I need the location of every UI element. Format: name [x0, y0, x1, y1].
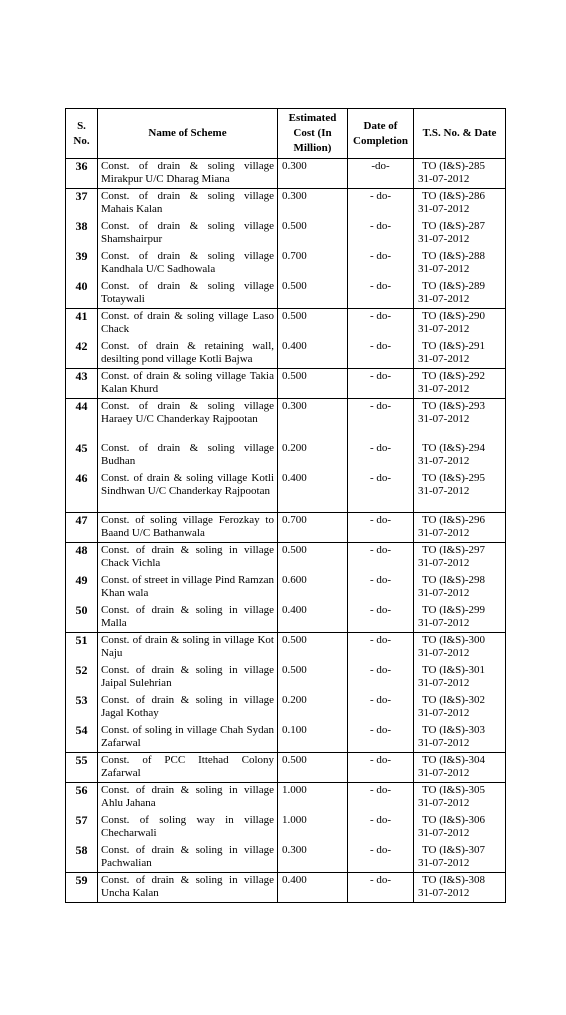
completion-date-cell: - do-: [348, 723, 414, 753]
ts-date: 31-07-2012: [418, 352, 470, 365]
ts-number-cell: [414, 441, 506, 471]
ts-date: 31-07-2012: [418, 736, 470, 749]
ts-number: TO (I&S)-307: [422, 843, 486, 856]
ts-number-cell: [414, 633, 506, 663]
ts-date: 31-07-2012: [418, 203, 470, 215]
ts-number: TO (I&S)-297: [422, 544, 486, 556]
table-row: [66, 369, 506, 399]
scheme-name-cell: Const. of soling in village Chah Sydan Zafarwal: [98, 723, 278, 753]
table-row: [66, 873, 506, 903]
header-row: [66, 109, 506, 159]
completion-date-cell: - do-: [348, 249, 414, 279]
serial-number-cell: 50: [66, 603, 98, 633]
serial-number-cell: 47: [66, 513, 98, 543]
table-body: [66, 159, 506, 903]
ts-number: TO (I&S)-285: [422, 160, 486, 172]
serial-number-cell: 56: [66, 783, 98, 813]
estimated-cost-cell: 0.100: [278, 723, 348, 753]
ts-number: TO (I&S)-294: [422, 441, 486, 454]
serial-number-cell: 39: [66, 249, 98, 279]
table-row: [66, 513, 506, 543]
ts-number: TO (I&S)-296: [422, 514, 486, 526]
estimated-cost-cell: 0.600: [278, 573, 348, 603]
completion-date-cell: - do-: [348, 843, 414, 873]
ts-number-cell: [414, 399, 506, 441]
completion-date-cell: - do-: [348, 279, 414, 309]
scheme-name-cell: Const. of drain & soling in village Pachwalian: [98, 843, 278, 873]
estimated-cost-cell: 0.300: [278, 159, 348, 189]
estimated-cost-cell: 0.200: [278, 441, 348, 471]
ts-number: TO (I&S)-304: [422, 754, 486, 766]
ts-number-cell: [414, 693, 506, 723]
completion-date-cell: - do-: [348, 339, 414, 369]
estimated-cost-cell: 0.400: [278, 873, 348, 903]
ts-number: TO (I&S)-290: [422, 310, 486, 322]
completion-date-cell: - do-: [348, 873, 414, 903]
completion-date-cell: - do-: [348, 513, 414, 543]
serial-number-cell: 51: [66, 633, 98, 663]
ts-number: TO (I&S)-302: [422, 693, 486, 706]
completion-date-cell: - do-: [348, 309, 414, 339]
serial-number-cell: 41: [66, 309, 98, 339]
table-row: [66, 783, 506, 813]
table-row: [66, 279, 506, 309]
table-row: [66, 339, 506, 369]
table-row: [66, 573, 506, 603]
ts-date: 31-07-2012: [418, 767, 470, 779]
table-row: [66, 843, 506, 873]
serial-number-cell: 46: [66, 471, 98, 513]
serial-number-cell: 48: [66, 543, 98, 573]
ts-number-cell: [414, 471, 506, 513]
ts-number-cell: [414, 219, 506, 249]
estimated-cost-cell: 0.700: [278, 249, 348, 279]
ts-number: TO (I&S)-299: [422, 603, 486, 616]
ts-number: TO (I&S)-292: [422, 370, 486, 382]
serial-number-cell: 43: [66, 369, 98, 399]
ts-date: 31-07-2012: [418, 232, 470, 245]
completion-date-cell: - do-: [348, 693, 414, 723]
table-row: [66, 543, 506, 573]
scheme-name-cell: Const. of drain & soling in village Kot Naju: [98, 633, 278, 663]
estimated-cost-cell: 0.200: [278, 693, 348, 723]
ts-number: TO (I&S)-305: [422, 784, 486, 796]
scheme-name-cell: Const. of soling way in village Checharwali: [98, 813, 278, 843]
ts-number-cell: [414, 723, 506, 753]
ts-number: TO (I&S)-308: [422, 874, 486, 886]
ts-date: 31-07-2012: [418, 292, 470, 305]
schemes-table: [65, 108, 506, 903]
serial-number-cell: 44: [66, 399, 98, 441]
completion-date-cell: - do-: [348, 753, 414, 783]
estimated-cost-cell: 0.300: [278, 399, 348, 441]
ts-number: TO (I&S)-301: [422, 663, 486, 676]
estimated-cost-cell: 0.500: [278, 633, 348, 663]
serial-number-cell: 45: [66, 441, 98, 471]
completion-date-cell: - do-: [348, 633, 414, 663]
estimated-cost-cell: 0.500: [278, 279, 348, 309]
completion-date-cell: - do-: [348, 573, 414, 603]
estimated-cost-cell: 0.400: [278, 339, 348, 369]
ts-date: 31-07-2012: [418, 887, 470, 899]
estimated-cost-cell: 0.500: [278, 219, 348, 249]
table-row: [66, 603, 506, 633]
scheme-name-cell: Const. of drain & soling in village Ahlu Jahana: [98, 783, 278, 813]
ts-date: 31-07-2012: [418, 676, 470, 689]
ts-number-cell: [414, 843, 506, 873]
serial-number-cell: 38: [66, 219, 98, 249]
completion-date-cell: - do-: [348, 369, 414, 399]
scheme-name-cell: Const. of drain & soling village Shamshairpur: [98, 219, 278, 249]
ts-date: 31-07-2012: [418, 323, 470, 335]
serial-number-cell: 36: [66, 159, 98, 189]
completion-date-cell: - do-: [348, 663, 414, 693]
table-row: [66, 441, 506, 471]
estimated-cost-cell: 0.500: [278, 753, 348, 783]
completion-date-cell: - do-: [348, 543, 414, 573]
scheme-name-cell: Const. of drain & soling village Laso Chack: [98, 309, 278, 339]
scheme-name-cell: Const. of drain & retaining wall, desilting pond village Kotli Bajwa: [98, 339, 278, 369]
scheme-name-cell: Const. of drain & soling village Haraey U/C Chanderkay Rajpootan: [98, 399, 278, 441]
serial-number-cell: 59: [66, 873, 98, 903]
ts-number: TO (I&S)-291: [422, 339, 486, 352]
table-row: [66, 249, 506, 279]
ts-number: TO (I&S)-306: [422, 813, 486, 826]
estimated-cost-cell: 0.700: [278, 513, 348, 543]
ts-number: TO (I&S)-286: [422, 190, 486, 202]
estimated-cost-cell: 0.500: [278, 369, 348, 399]
ts-number-cell: [414, 159, 506, 189]
ts-number-cell: [414, 783, 506, 813]
ts-number-cell: [414, 813, 506, 843]
completion-date-cell: - do-: [348, 399, 414, 441]
ts-date: 31-07-2012: [418, 383, 470, 395]
ts-number-cell: [414, 309, 506, 339]
table-row: [66, 753, 506, 783]
ts-number-cell: [414, 369, 506, 399]
ts-date: 31-07-2012: [418, 706, 470, 719]
serial-number-cell: 40: [66, 279, 98, 309]
ts-number-cell: [414, 513, 506, 543]
completion-date-cell: - do-: [348, 813, 414, 843]
ts-date: 31-07-2012: [418, 856, 470, 869]
table-row: [66, 399, 506, 441]
table-row: [66, 471, 506, 513]
ts-number: TO (I&S)-289: [422, 279, 486, 292]
ts-date: 31-07-2012: [418, 173, 470, 185]
estimated-cost-cell: 0.500: [278, 543, 348, 573]
table-row: [66, 663, 506, 693]
serial-number-cell: 49: [66, 573, 98, 603]
scheme-name-cell: Const. of drain & soling village Kotli Sindhwan U/C Chanderkay Rajpootan: [98, 471, 278, 513]
ts-number-cell: [414, 339, 506, 369]
table-row: [66, 723, 506, 753]
serial-number-cell: 52: [66, 663, 98, 693]
table-row: [66, 813, 506, 843]
scheme-name-cell: Const. of street in village Pind Ramzan Khan wala: [98, 573, 278, 603]
ts-number-cell: [414, 189, 506, 219]
scheme-name-cell: Const. of drain & soling village Mirakpur U/C Dharag Miana: [98, 159, 278, 189]
estimated-cost-cell: 1.000: [278, 813, 348, 843]
serial-number-cell: 54: [66, 723, 98, 753]
table-row: [66, 309, 506, 339]
scheme-name-cell: Const. of drain & soling village Takia Kalan Khurd: [98, 369, 278, 399]
ts-number: TO (I&S)-287: [422, 219, 486, 232]
completion-date-cell: - do-: [348, 783, 414, 813]
estimated-cost-cell: 0.300: [278, 843, 348, 873]
ts-number: TO (I&S)-300: [422, 634, 486, 646]
header-ts: T.S. No. & Date: [414, 109, 506, 159]
completion-date-cell: - do-: [348, 441, 414, 471]
ts-number-cell: [414, 573, 506, 603]
ts-date: 31-07-2012: [418, 797, 470, 809]
scheme-name-cell: Const. of drain & soling village Kandhala U/C Sadhowala: [98, 249, 278, 279]
scheme-name-cell: Const. of drain & soling village Mahais Kalan: [98, 189, 278, 219]
estimated-cost-cell: 0.400: [278, 471, 348, 513]
scheme-name-cell: Const. of PCC Ittehad Colony Zafarwal: [98, 753, 278, 783]
ts-number-cell: [414, 663, 506, 693]
serial-number-cell: 42: [66, 339, 98, 369]
table-row: [66, 633, 506, 663]
ts-number-cell: [414, 249, 506, 279]
ts-number: TO (I&S)-288: [422, 249, 486, 262]
ts-number-cell: [414, 543, 506, 573]
ts-date: 31-07-2012: [418, 454, 470, 467]
completion-date-cell: -do-: [348, 159, 414, 189]
serial-number-cell: 55: [66, 753, 98, 783]
scheme-name-cell: Const. of drain & soling in village Chack Vichla: [98, 543, 278, 573]
scheme-name-cell: Const. of drain & soling in village Jagal Kothay: [98, 693, 278, 723]
ts-date: 31-07-2012: [418, 586, 470, 599]
estimated-cost-cell: 0.500: [278, 309, 348, 339]
ts-number: TO (I&S)-298: [422, 573, 486, 586]
scheme-name-cell: Const. of drain & soling village Totaywali: [98, 279, 278, 309]
table-row: [66, 189, 506, 219]
ts-number: TO (I&S)-295: [422, 471, 486, 484]
completion-date-cell: - do-: [348, 603, 414, 633]
table-row: [66, 219, 506, 249]
ts-date: 31-07-2012: [418, 647, 470, 659]
scheme-name-cell: Const. of soling village Ferozkay to Baand U/C Bathanwala: [98, 513, 278, 543]
ts-date: 31-07-2012: [418, 826, 470, 839]
estimated-cost-cell: 1.000: [278, 783, 348, 813]
ts-date: 31-07-2012: [418, 262, 470, 275]
serial-number-cell: 58: [66, 843, 98, 873]
ts-date: 31-07-2012: [418, 527, 470, 539]
table-row: [66, 693, 506, 723]
serial-number-cell: 53: [66, 693, 98, 723]
ts-number-cell: [414, 753, 506, 783]
estimated-cost-cell: 0.500: [278, 663, 348, 693]
completion-date-cell: - do-: [348, 219, 414, 249]
serial-number-cell: 37: [66, 189, 98, 219]
ts-number: TO (I&S)-293: [422, 400, 486, 412]
scheme-name-cell: Const. of drain & soling in village Malla: [98, 603, 278, 633]
completion-date-cell: - do-: [348, 189, 414, 219]
ts-date: 31-07-2012: [418, 616, 470, 629]
scheme-name-cell: Const. of drain & soling in village Jaipal Sulehrian: [98, 663, 278, 693]
scheme-name-cell: Const. of drain & soling in village Uncha Kalan: [98, 873, 278, 903]
scheme-name-cell: Const. of drain & soling village Budhan: [98, 441, 278, 471]
ts-date: 31-07-2012: [418, 557, 470, 569]
completion-date-cell: - do-: [348, 471, 414, 513]
table-row: [66, 159, 506, 189]
ts-number-cell: [414, 603, 506, 633]
header-sno: S. No.: [66, 109, 98, 159]
header-date: Date of Completion: [348, 109, 414, 159]
ts-date: 31-07-2012: [418, 413, 470, 425]
estimated-cost-cell: 0.300: [278, 189, 348, 219]
header-name: Name of Scheme: [98, 109, 278, 159]
serial-number-cell: 57: [66, 813, 98, 843]
ts-date: 31-07-2012: [418, 484, 470, 497]
ts-number: TO (I&S)-303: [422, 723, 486, 736]
header-cost: Estimated Cost (In Million): [278, 109, 348, 159]
ts-number-cell: [414, 873, 506, 903]
estimated-cost-cell: 0.400: [278, 603, 348, 633]
ts-number-cell: [414, 279, 506, 309]
